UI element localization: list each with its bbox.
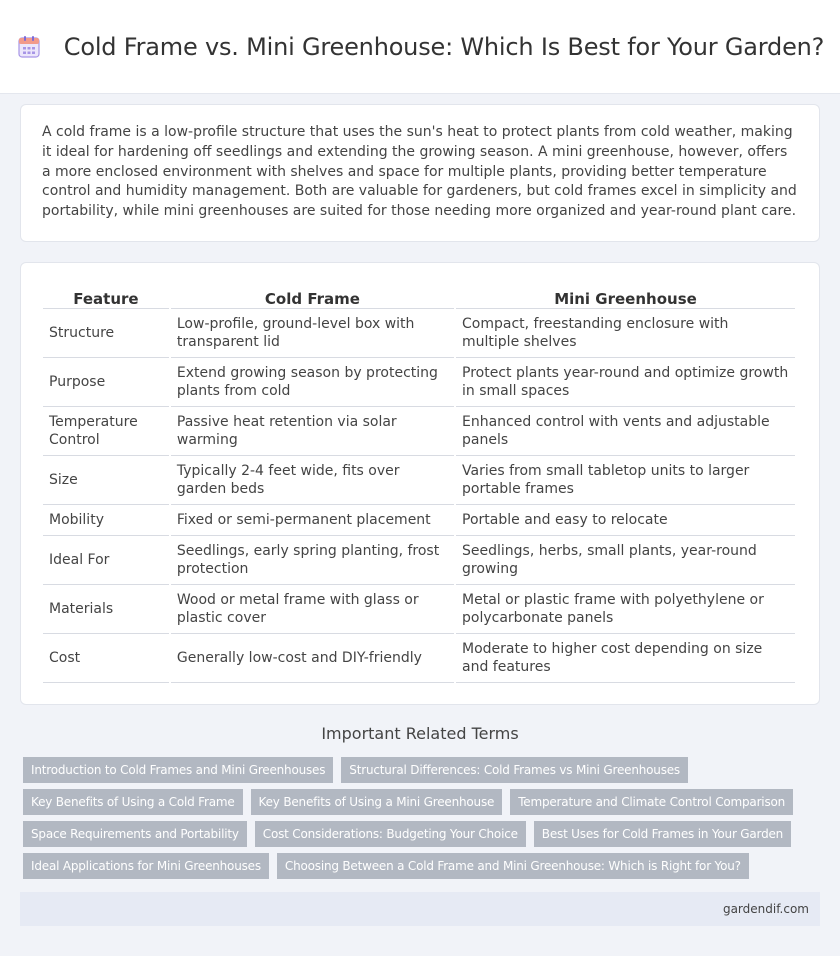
table-row — [43, 358, 795, 407]
cold-frame-cell: Passive heat retention via solar warming — [171, 407, 454, 456]
table-row — [43, 309, 795, 358]
related-term-tag[interactable]: Key Benefits of Using a Cold Frame — [23, 789, 243, 815]
related-term-tag[interactable]: Cost Considerations: Budgeting Your Choice — [255, 821, 526, 847]
header-cold-frame: Cold Frame — [171, 283, 454, 309]
cold-frame-cell: Low-profile, ground-level box with transparent lid — [171, 309, 454, 358]
table-header-row — [43, 283, 795, 309]
related-terms-title: Important Related Terms — [321, 724, 519, 743]
cold-frame-cell: Extend growing season by protecting plants from cold — [171, 358, 454, 407]
feature-cell: Mobility — [43, 505, 169, 536]
page-header — [0, 0, 840, 94]
page-title: Cold Frame vs. Mini Greenhouse: Which Is Best for Your Garden? — [63, 32, 825, 61]
related-term-tag[interactable]: Temperature and Climate Control Comparison — [510, 789, 793, 815]
feature-cell: Cost — [43, 634, 169, 683]
intro-card — [20, 104, 820, 242]
related-term-tag[interactable]: Best Uses for Cold Frames in Your Garden — [534, 821, 791, 847]
cold-frame-cell: Seedlings, early spring planting, frost protection — [171, 536, 454, 585]
comparison-card — [20, 262, 820, 705]
intro-text: A cold frame is a low-profile structure that uses the sun's heat to protect plants from cold weather, making it ideal for hardening off seedlings and extending the growing season. A mini greenhouse, however, offers a more enclosed environment with shelves and space for multiple plants, providing better temperature control and humidity management. Both are valuable for gardeners, but cold frames excel in simplicity and portability, while mini greenhouses are suited for those needing more organized and year-round plant care. — [42, 124, 797, 220]
cold-frame-cell: Fixed or semi-permanent placement — [171, 505, 454, 536]
mini-greenhouse-cell: Varies from small tabletop units to larger portable frames — [456, 456, 795, 505]
related-terms-list — [23, 757, 823, 885]
footer-site[interactable]: gardendif.com — [722, 902, 809, 916]
feature-cell: Temperature Control — [43, 407, 169, 456]
footer — [20, 892, 820, 926]
feature-cell: Structure — [43, 309, 169, 358]
mini-greenhouse-cell: Enhanced control with vents and adjustable panels — [456, 407, 795, 456]
related-term-tag[interactable]: Structural Differences: Cold Frames vs Mini Greenhouses — [341, 757, 688, 783]
table-row — [43, 585, 795, 634]
tag-row — [23, 789, 823, 815]
mini-greenhouse-cell: Protect plants year-round and optimize growth in small spaces — [456, 358, 795, 407]
header-feature: Feature — [43, 283, 169, 309]
related-term-tag[interactable]: Key Benefits of Using a Mini Greenhouse — [251, 789, 503, 815]
table-row — [43, 536, 795, 585]
calendar-icon — [16, 34, 42, 60]
table-row — [43, 505, 795, 536]
feature-cell: Ideal For — [43, 536, 169, 585]
table-row — [43, 634, 795, 683]
mini-greenhouse-cell: Seedlings, herbs, small plants, year-round growing — [456, 536, 795, 585]
cold-frame-cell: Typically 2-4 feet wide, fits over garden beds — [171, 456, 454, 505]
cold-frame-cell: Wood or metal frame with glass or plastic cover — [171, 585, 454, 634]
related-term-tag[interactable]: Space Requirements and Portability — [23, 821, 247, 847]
related-term-tag[interactable]: Ideal Applications for Mini Greenhouses — [23, 853, 269, 879]
table-row — [43, 407, 795, 456]
related-term-tag[interactable]: Introduction to Cold Frames and Mini Greenhouses — [23, 757, 333, 783]
table-row — [43, 456, 795, 505]
mini-greenhouse-cell: Portable and easy to relocate — [456, 505, 795, 536]
mini-greenhouse-cell: Metal or plastic frame with polyethylene or polycarbonate panels — [456, 585, 795, 634]
comparison-table — [41, 283, 797, 683]
feature-cell: Materials — [43, 585, 169, 634]
mini-greenhouse-cell: Moderate to higher cost depending on size and features — [456, 634, 795, 683]
header-mini-greenhouse: Mini Greenhouse — [456, 283, 795, 309]
cold-frame-cell: Generally low-cost and DIY-friendly — [171, 634, 454, 683]
tag-row — [23, 821, 823, 847]
mini-greenhouse-cell: Compact, freestanding enclosure with multiple shelves — [456, 309, 795, 358]
tag-row — [23, 853, 823, 879]
tag-row — [23, 757, 823, 783]
related-term-tag[interactable]: Choosing Between a Cold Frame and Mini Greenhouse: Which is Right for You? — [277, 853, 749, 879]
feature-cell: Purpose — [43, 358, 169, 407]
feature-cell: Size — [43, 456, 169, 505]
